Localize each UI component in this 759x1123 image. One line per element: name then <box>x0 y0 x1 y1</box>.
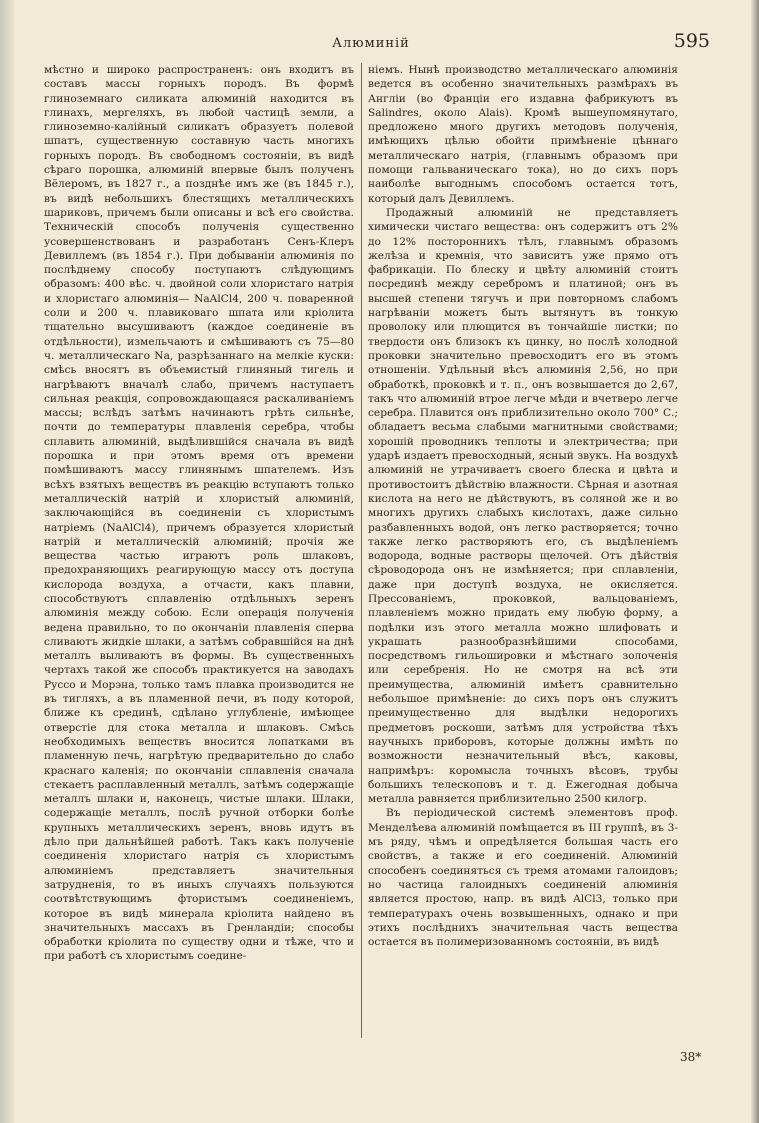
paragraph: Продажный алюминiй не представляетъ химически чистаго вещества: онъ содержитъ отъ 2% до 12% постороннихъ тѣлъ, главнымъ образомъ желѣза и кремнiя, что зависитъ уже прямо отъ фабрикацiи. По блеску и цвѣту алюминiй стоитъ посрединѣ между серебромъ и платиной; онъ въ высшей степени тягучъ и при повторномъ слабомъ нагрѣванiи можетъ быть вытянутъ въ тонкую проволоку или плющится въ тончайшiе листки; по твердости онъ близокъ къ цинку, но послѣ холодной проковки значительно превосходитъ его въ этомъ отношенiи. Удѣльный вѣсъ алюминiя 2,56, но при обработкѣ, проковкѣ и т. п., онъ возвышается до 2,67, такъ что алюминiй втрое легче мѣди и вчетверо легче серебра. Плавится онъ приблизительно около 700° С.; обладаетъ весьма слабыми магнитными свойствами; хорошiй проводникъ теплоты и электричества; при ударѣ издаетъ превосходный, ясный звукъ. На воздухѣ алюминiй не утрачиваетъ своего блеска и цвѣта и противостоитъ дѣйствiю влажности. Сѣрная и азотная кислота на него не дѣйствуютъ, въ соляной же и во многихъ другихъ слабыхъ кислотахъ, даже сильно разбавленныхъ водой, онъ легко растворяется; точно также легко растворяютъ его, съ выдѣленiемъ водорода, водные растворы щелочей. Отъ дѣйствiя сѣроводорода онъ не измѣняется; при сплавленiи, даже при доступѣ воздуха, не окисляется. Прессованiемъ, проковкой, вальцованiемъ, плавленiемъ можно придать ему любую форму, а подѣлки изъ этого металла можно шлифовать и украшать разнообразнѣйшими способами, посредствомъ гильошировки и мѣстнаго золоченiя или серебренiя. Но не смотря на всѣ эти преимущества, алюминiй имѣетъ сравнительно небольшое примѣненiе: до сихъ поръ онъ служитъ преимущественно для выдѣлки недорогихъ предметовъ роскоши, затѣмъ для устройства тѣхъ научныхъ приборовъ, которые должны имѣть по возможности незначительный вѣсъ, каковы, напримѣръ: коромысла точныхъ вѣсовъ, трубы большихъ телескоповъ и т. д. Ежегодная добыча металла равняется приблизительно 2500 килогр. <box>368 206 678 806</box>
page-right-edge <box>751 0 759 1123</box>
text-columns <box>44 63 712 1073</box>
right-column <box>368 63 678 1063</box>
paragraph: нiемъ. Нынѣ производство металлическаго алюминiя ведется въ особенно значительныхъ размѣрахъ въ Англiи (во Францiи его издавна фабрикуютъ въ Salindres, около Alais). Кромѣ вышеупомянутаго, предложено много другихъ методовъ полученiя, имѣющихъ цѣлью обойти примѣненiе цѣннаго металлическаго натрiя, (главнымъ образомъ при помощи гальваническаго тока), но до сихъ поръ наиболѣе выгоднымъ способомъ остается тотъ, который далъ Девиллемъ. <box>368 64 678 205</box>
running-title: Алюминiй <box>332 36 410 51</box>
page-number: 595 <box>673 30 710 52</box>
column-divider <box>361 63 362 1038</box>
paragraph: Въ перiодической системѣ элементовъ проф. Менделѣева алюминiй помѣщается въ III группѣ, въ 3-мъ ряду, чѣмъ и опредѣляется большая часть его свойствъ, а также и его соединенiй. Алюминiй способенъ соединяться съ тремя атомами галоидовъ; но частица галоидныхъ соединенiй алюминiя является простою, напр. въ видѣ AlCl3, только при температурахъ очень возвышенныхъ, однако и при этихъ послѣднихъ значительная часть вещества остается въ полимеризованномъ состоянiи, въ видѣ <box>368 807 678 949</box>
page-header <box>40 30 710 54</box>
page-left-edge <box>0 0 14 1123</box>
paragraph: мѣстно и широко распространенъ: онъ входитъ въ составъ массы горныхъ породъ. Въ формѣ глиноземнаго силиката алюминiй находится въ глинахъ, мергеляхъ, въ любой частицѣ земли, а глиноземно-калiйный силикатъ образуетъ полевой шпатъ, существенную составную часть многихъ горныхъ породъ. Въ свободномъ состоянiи, въ видѣ сѣраго порошка, алюминiй впервые былъ полученъ Вёлеромъ, въ 1827 г., а позднѣе имъ же (въ 1845 г.), въ видѣ небольшихъ блестящихъ металлическихъ шариковъ, причемъ были описаны и всѣ его свойства. Техническiй способъ полученiя существенно усовершенствованъ и разработанъ Сенъ-Клеръ Девиллемъ (въ 1854 г.). При добыванiи алюминiя по послѣднему способу поступаютъ слѣдующимъ образомъ: 400 вѣс. ч. двойной соли хлористаго натрiя и хлористаго алюминiя— NaAlCl4, 200 ч. поваренной соли и 200 ч. плавиковаго шпата или крiолита тщательно высушиваютъ (каждое соединенiе въ отдѣльности), измельчаютъ и смѣшиваютъ съ 75—80 ч. металлическаго Na, разрѣзаннаго на мелкiе куски: смѣсь вносятъ въ объемистый глиняный тигель и нагрѣваютъ вначалѣ слабо, причемъ наступаетъ сильная реакцiя, сопровождающаяся раскаливанiемъ массы; вслѣдъ затѣмъ начинаютъ грѣть сильнѣе, почти до температуры плавленiя серебра, чтобы сплавить алюминiй, выдѣлившiйся сначала въ видѣ порошка и при этомъ время отъ времени помѣшиваютъ массу глинянымъ шпателемъ. Изъ всѣхъ взятыхъ веществъ въ реакцiю вступаютъ только металлическiй натрiй и хлористый алюминiй, заключающiйся въ соединенiи съ хлористымъ натрiемъ (NaAlCl4), причемъ образуется хлористый натрiй и металлическiй алюминiй; прочiя же вещества частью играютъ роль шлаковъ, предохраняющихъ реагирующую массу отъ доступа кислорода воздуха, а отчасти, какъ плавни, способствуютъ сплавленiю отдѣльныхъ зеренъ алюминiя между собою. Если операцiя полученiя ведена правильно, то по окончанiи плавленiя сперва сливаютъ жидкiе шлаки, а затѣмъ собравшiйся на днѣ металлъ выливаютъ въ формы. Въ существенныхъ чертахъ такой же способъ практикуется на заводахъ Руссо и Морэна, только тамъ плавка производится не въ тигляхъ, а въ пламенной печи, въ поду которой, ближе къ срединѣ, сдѣлано углубленiе, имѣющее отверстiе для стока металла и шлаковъ. Смѣсь необходимыхъ веществъ вносится лопатками въ пламенную печь, нагрѣтую предварительно до слабо краснаго каленiя; по окончанiи сплавленiя сначала стекаетъ расплавленный металлъ, затѣмъ содержащiе металлъ шлаки и, наконецъ, чистые шлаки. Шлаки, содержащiе металлъ, послѣ ручной отборки болѣе крупныхъ металлическихъ зеренъ, вновь идутъ въ дѣло при дальнѣйшей работѣ. Такъ какъ полученiе соединенiя хлористаго натрiя съ хлористымъ алюминiемъ представляетъ значительныя затрудненiя, то въ иныхъ случаяхъ пользуются соотвѣтствующимъ фтористымъ соединенiемъ, которое въ видѣ минерала крiолита найдено въ значительныхъ массахъ въ Гренландiи; способы обработки крiолита по существу одни и тѣже, что и при работѣ съ хлористымъ соедине- <box>44 64 354 963</box>
signature-mark: 38* <box>680 1050 702 1064</box>
left-column <box>44 63 354 1063</box>
